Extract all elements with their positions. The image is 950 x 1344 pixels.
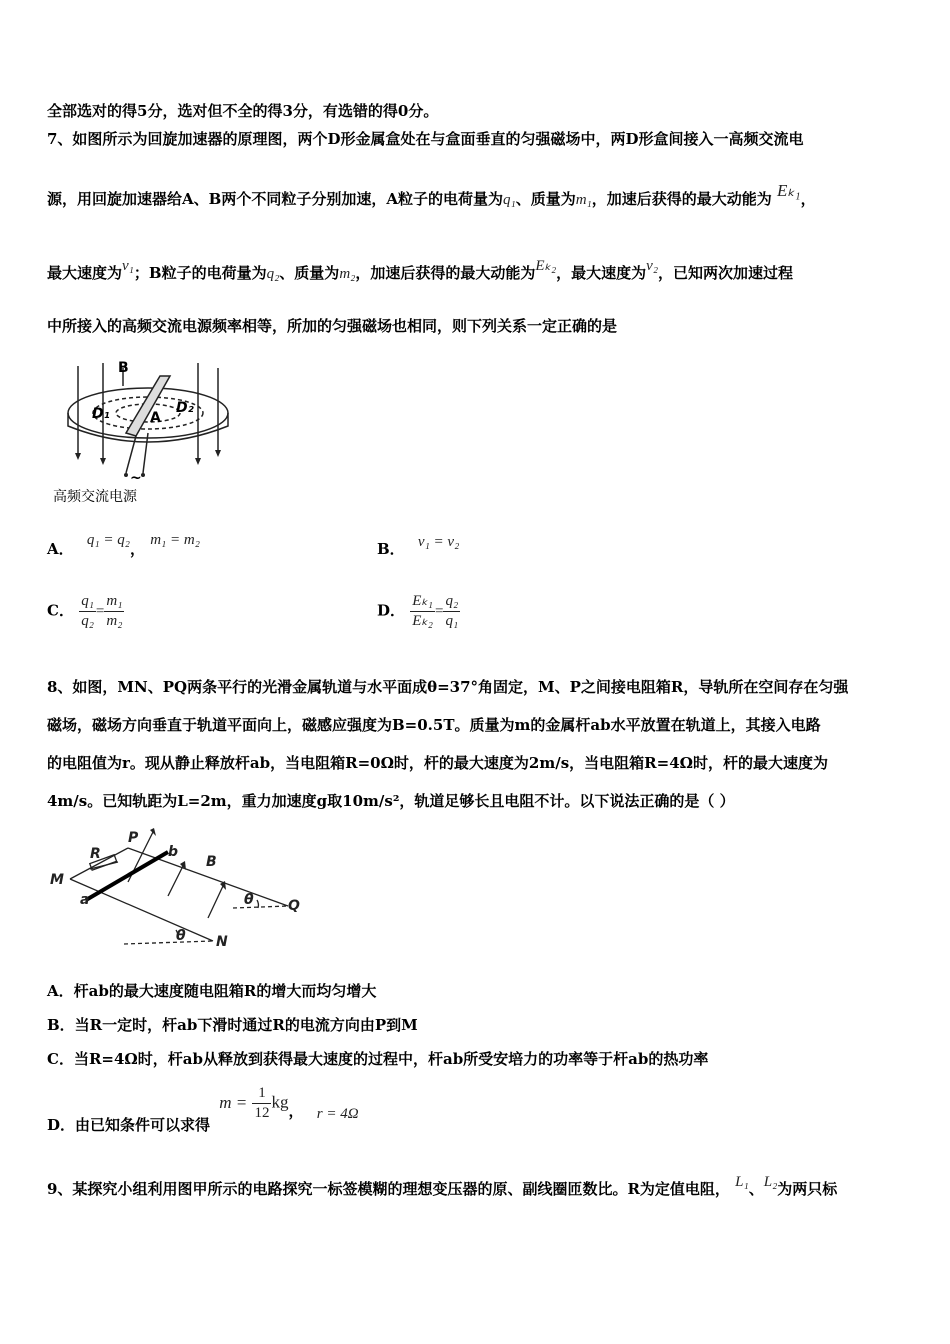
denominator: 12 <box>254 1105 270 1121</box>
resistor-label-r: R <box>90 846 101 862</box>
option-d-mass: m = <box>219 1092 248 1112</box>
instructions-line: 全部选对的得5分，选对但不全的得3分，有选错的得0分。 <box>47 102 439 120</box>
q8-line1: 8、如图，MN、PQ两条平行的光滑金属轨道与水平面成θ=37°角固定，M、P之间接电阻箱R，导轨所在空间存在匀强 <box>47 678 849 696</box>
numerator: 1 <box>252 1084 271 1104</box>
symbol-ek1: Eₖ₁ <box>777 181 801 200</box>
equals-sign: = <box>435 603 444 620</box>
q7-option-d[interactable] <box>377 592 460 631</box>
q9-line1 <box>47 1174 838 1199</box>
q9-text: 9、某探究小组利用图甲所示的电路探究一标签模糊的理想变压器的原、副线圈匝数比。R为定值电阻， <box>47 1180 730 1198</box>
dee-label-d1: D₁ <box>92 406 110 422</box>
numerator: m₁ <box>104 592 124 612</box>
fraction-q1-q2 <box>79 592 96 631</box>
option-b-math: v₁ = v₂ <box>417 534 460 550</box>
equals-sign: = <box>95 603 105 620</box>
symbol-ek2: Eₖ₂ <box>535 258 557 274</box>
option-d-separator: ， <box>288 1101 304 1120</box>
q9-separator: 、 <box>748 1180 764 1198</box>
symbol-m2: m₂ <box>339 266 356 282</box>
denominator: q₁ <box>445 613 459 629</box>
rail-figure <box>48 826 308 954</box>
numerator: q₁ <box>79 592 96 612</box>
option-a-math2: m₁ = m₂ <box>150 532 200 548</box>
q8-line4: 4m/s。已知轨距为L=2m，重力加速度g取10m/s²，轨道足够长且电阻不计。以下说法正确的是（ ） <box>47 792 735 810</box>
point-label-a: a <box>80 892 90 908</box>
option-d-resistance: r = 4Ω <box>316 1105 359 1122</box>
q8-line2: 磁场，磁场方向垂直于轨道平面向上，磁感应强度为B=0.5T。质量为m的金属杆ab水平放置在轨道上，其接入电路 <box>47 716 821 734</box>
option-label: B． <box>377 540 405 558</box>
q8-option-a[interactable]: A．杆ab的最大速度随电阻箱R的增大而均匀增大 <box>47 982 377 1000</box>
q8-option-c[interactable]: C．当R=4Ω时，杆ab从释放到获得最大速度的过程中，杆ab所受安培力的功率等于杆ab的热功率 <box>47 1050 709 1068</box>
q7-line2: 源，用回旋加速器给A、B两个不同粒子分别加速，A粒子的电荷量为q₁、质量为m₁，加速后获得的最大动能为 Eₖ₁， <box>47 181 816 208</box>
cyclotron-figure <box>48 358 248 508</box>
point-label-n: N <box>216 934 228 950</box>
option-d-text: D．由已知条件可以求得 <box>47 1115 211 1134</box>
denominator: Eₖ₂ <box>412 613 434 629</box>
option-a-math1: q₁ = q₂ <box>86 532 130 548</box>
fraction-ek1-ek2 <box>410 592 435 631</box>
q7-line1: 7、如图所示为回旋加速器的原理图，两个D形金属盒处在与盒面垂直的匀强磁场中，两D形盒间接入一高频交流电 <box>47 130 804 148</box>
q7-line4: 中所接入的高频交流电源频率相等，所加的匀强磁场也相同，则下列关系一定正确的是 <box>47 317 618 335</box>
point-label-q: Q <box>288 898 300 914</box>
q7-text: ，已知两次加速过程 <box>658 264 794 282</box>
q7-text: 、质量为 <box>515 190 576 208</box>
symbol-m1: m₁ <box>575 192 592 208</box>
q9-text: 为两只标 <box>777 1180 838 1198</box>
q7-option-a[interactable] <box>47 532 200 559</box>
q8-option-b[interactable]: B．当R一定时，杆ab下滑时通过R的电流方向由P到M <box>47 1016 418 1034</box>
q7-option-c[interactable] <box>47 592 124 631</box>
dee-label-d2: D₂ <box>176 400 194 416</box>
ac-source-symbol: ~ <box>130 470 142 486</box>
fraction-q2-q1 <box>443 592 460 631</box>
q7-line3 <box>47 258 794 283</box>
fraction-m1-m2 <box>104 592 124 631</box>
point-label-b: b <box>168 844 179 860</box>
numerator: q₂ <box>443 592 460 612</box>
symbol-v1: v₁ <box>122 258 134 274</box>
option-label: D． <box>377 601 406 620</box>
symbol-q2: q₂ <box>266 266 280 282</box>
angle-label-theta: θ <box>244 892 254 908</box>
q7-text: 源，用回旋加速器给A、B两个不同粒子分别加速，A粒子的电荷量为 <box>47 190 503 208</box>
point-label-p: P <box>128 830 139 846</box>
field-label-b: B <box>118 360 129 376</box>
option-a-separator: ， <box>129 540 145 558</box>
option-label: A． <box>47 540 74 558</box>
q7-text: ，加速后获得的最大动能为 <box>355 264 536 282</box>
symbol-l2: L₂ <box>763 1174 778 1190</box>
q7-text: ；B粒子的电荷量为 <box>133 264 267 282</box>
symbol-q1: q₁ <box>502 192 516 208</box>
point-label-a: A <box>150 410 161 426</box>
option-label: C． <box>47 601 74 620</box>
q7-text: 最大速度为 <box>47 264 123 282</box>
symbol-v2: v₂ <box>646 258 659 274</box>
option-d-unit: kg <box>271 1092 289 1112</box>
q7-text: 、质量为 <box>279 264 340 282</box>
denominator: q₂ <box>81 613 94 629</box>
denominator: m₂ <box>106 613 123 629</box>
figure-caption: 高频交流电源 <box>53 489 137 505</box>
symbol-l1: L₁ <box>735 1174 749 1190</box>
q8-option-d[interactable] <box>47 1084 359 1134</box>
q7-option-b[interactable] <box>377 534 460 559</box>
point-label-m: M <box>50 872 64 888</box>
field-label-b: B <box>206 854 217 870</box>
fraction-1-12 <box>252 1084 271 1123</box>
numerator: Eₖ₁ <box>410 592 435 612</box>
q8-line3: 的电阻值为r。现从静止释放杆ab，当电阻箱R=0Ω时，杆的最大速度为2m/s，当电阻箱R=4Ω时，杆的最大速度为 <box>47 754 828 772</box>
q7-text: ，加速后获得的最大动能为 <box>591 190 772 208</box>
angle-label-theta: θ <box>176 928 186 944</box>
q7-text: ，最大速度为 <box>556 264 647 282</box>
